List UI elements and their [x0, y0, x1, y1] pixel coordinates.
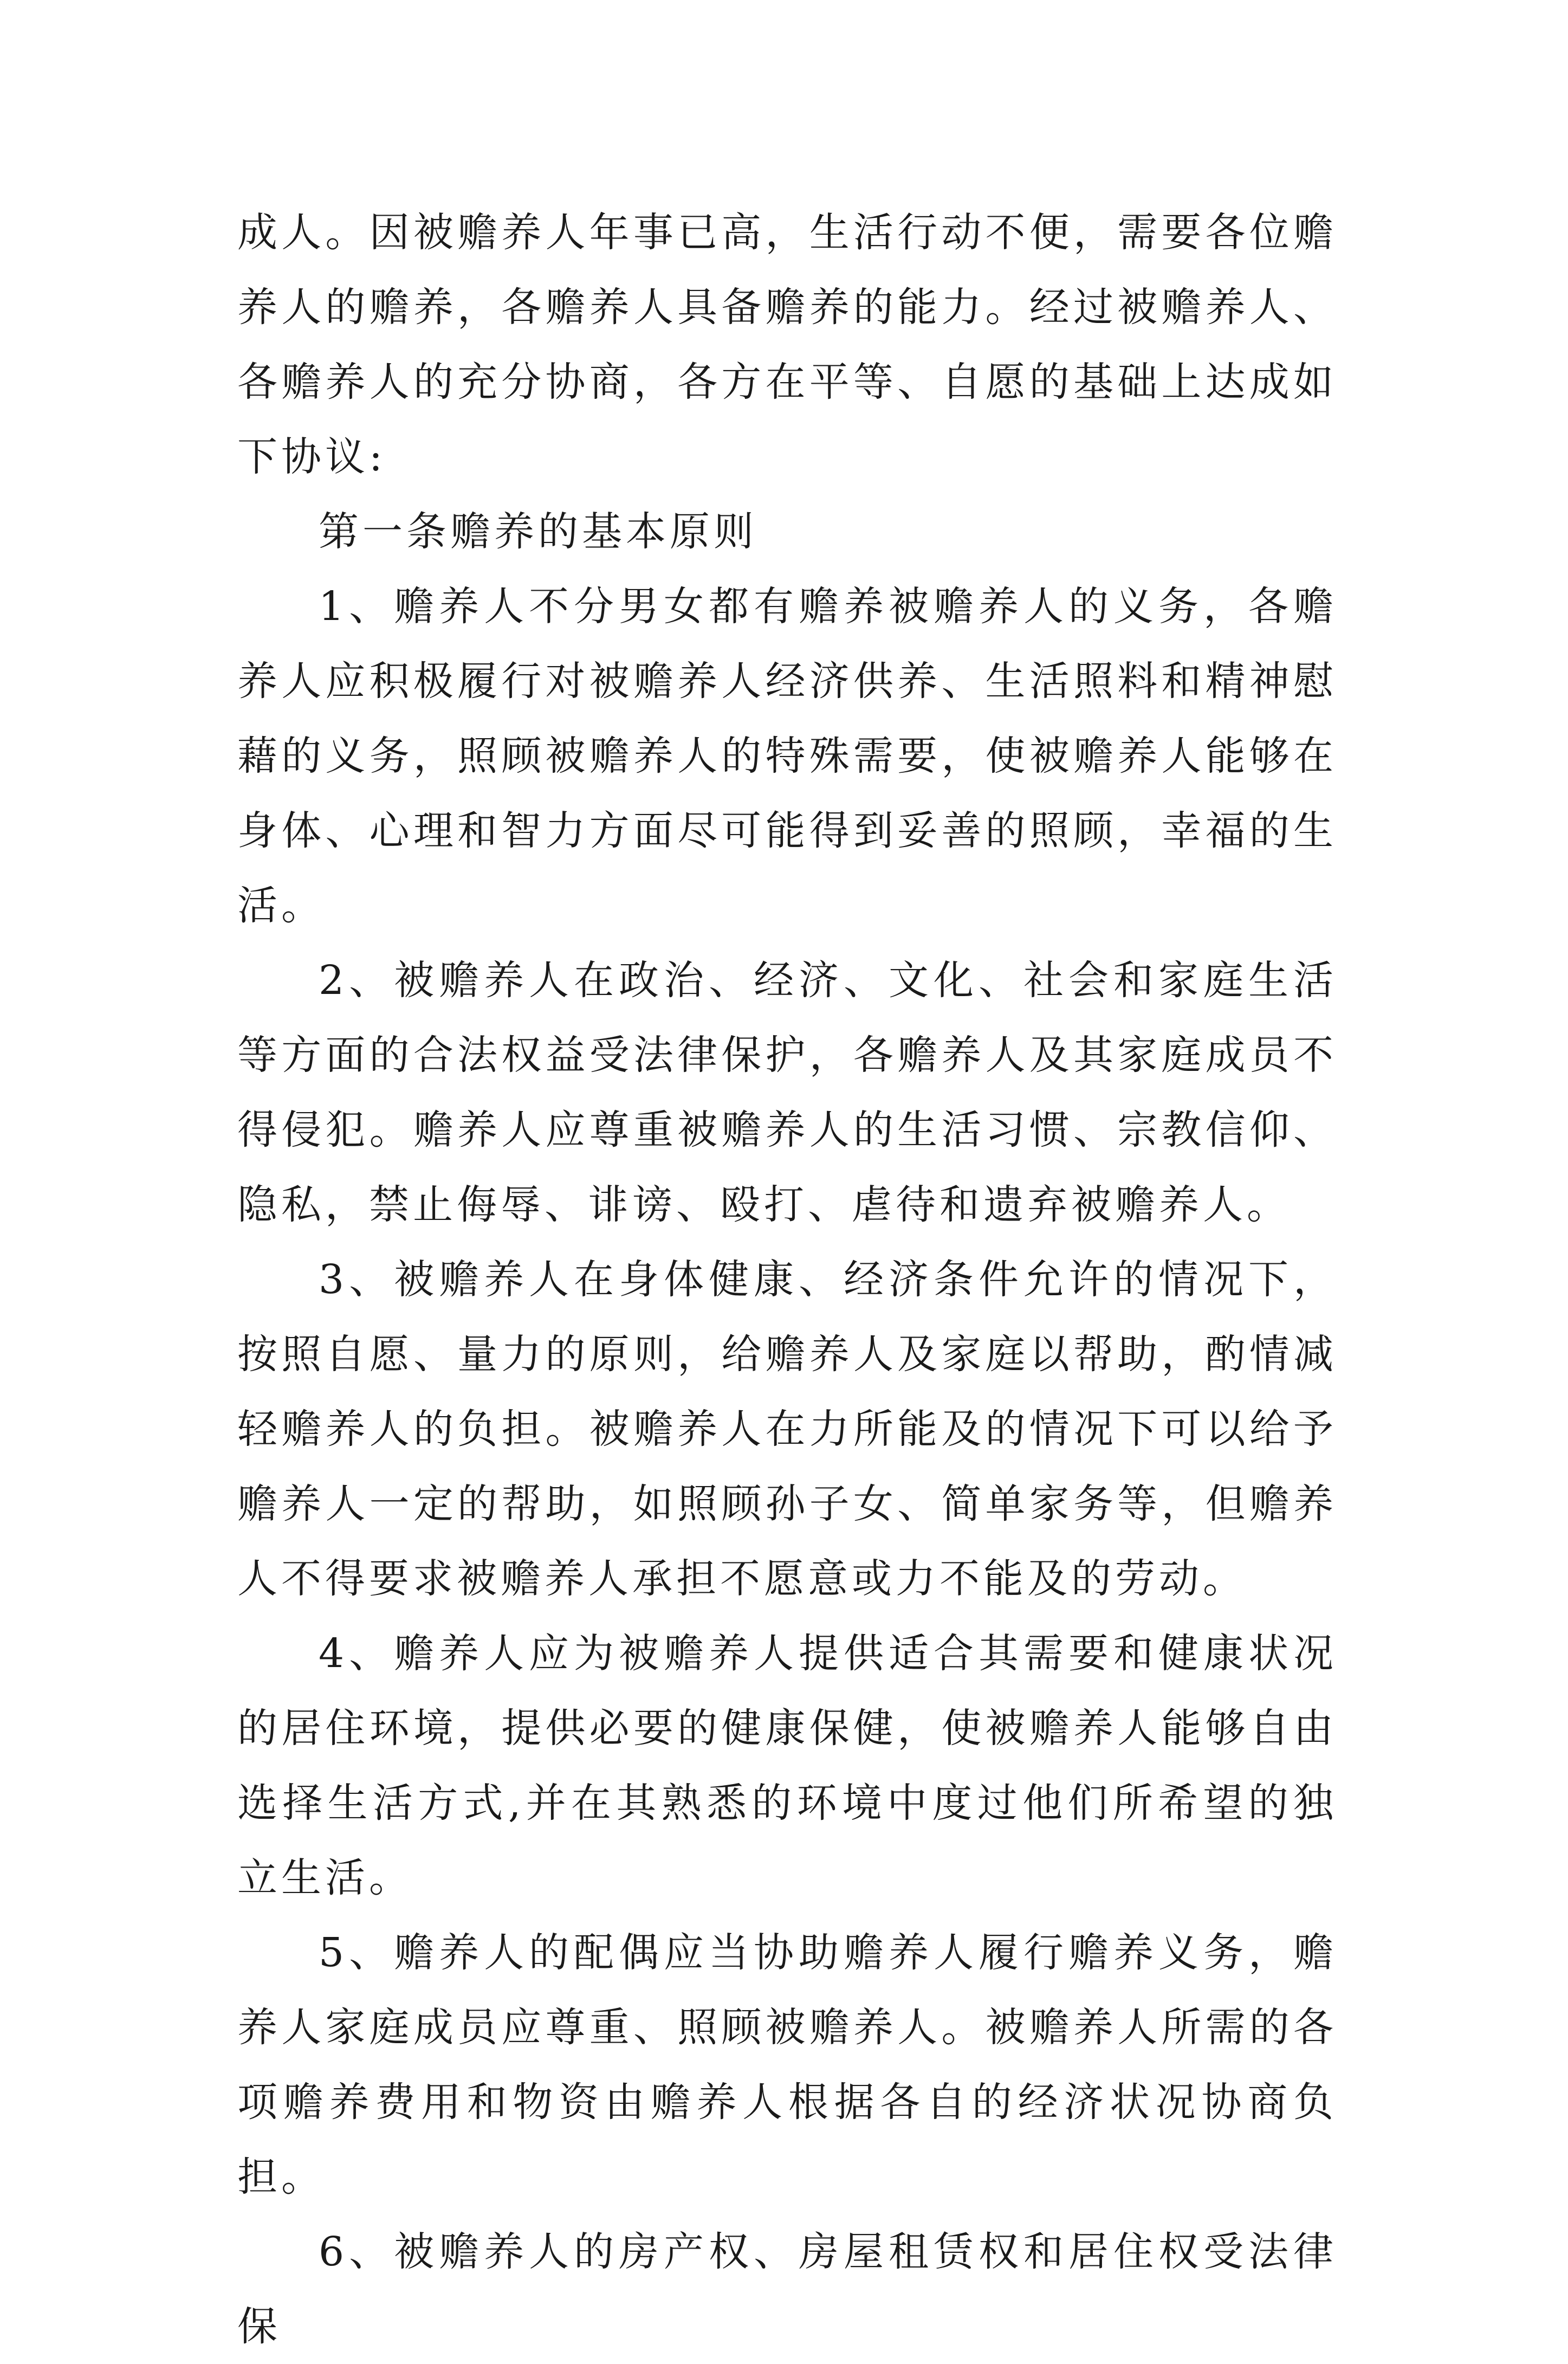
clause-5: 5、赡养人的配偶应当协助赡养人履行赡养义务，赡养人家庭成员应尊重、照顾被赡养人。被赡养人所需的各项赡养费用和物资由赡养人根据各自的经济状况协商负担。 [237, 1929, 1337, 2200]
paragraph-intro: 成人。因被赡养人年事已高，生活行动不便，需要各位赡养人的赡养，各赡养人具备赡养的能力。经过被赡养人、各赡养人的充分协商，各方在平等、自愿的基础上达成如下协议: [237, 209, 1337, 480]
document-body [237, 195, 1337, 2364]
clause-4: 4、赡养人应为被赡养人提供适合其需要和健康状况的居住环境，提供必要的健康保健，使被赡养人能够自由选择生活方式,并在其熟悉的环境中度过他们所希望的独立生活。 [237, 1630, 1337, 1901]
clause-6: 6、被赡养人的房产权、房屋租赁权和居住权受法律保 [237, 2229, 1337, 2350]
section-heading: 第一条赡养的基本原则 [319, 508, 757, 555]
clause-3: 3、被赡养人在身体健康、经济条件允许的情况下，按照自愿、量力的原则，给赡养人及家庭以帮助，酌情减轻赡养人的负担。被赡养人在力所能及的情况下可以给予赡养人一定的帮助，如照顾孙子女、简单家务等，但赡养人不得要求被赡养人承担不愿意或力不能及的劳动。 [237, 1256, 1337, 1602]
clause-1: 1、赡养人不分男女都有赡养被赡养人的义务，各赡养人应积极履行对被赡养人经济供养、生活照料和精神慰藉的义务，照顾被赡养人的特殊需要，使被赡养人能够在身体、心理和智力方面尽可能得到妥善的照顾，幸福的生活。 [237, 583, 1337, 929]
clause-2: 2、被赡养人在政治、经济、文化、社会和家庭生活等方面的合法权益受法律保护，各赡养人及其家庭成员不得侵犯。赡养人应尊重被赡养人的生活习惯、宗教信仰、隐私，禁止侮辱、诽谤、殴打、虐待和遗弃被赡养人。 [237, 957, 1337, 1228]
